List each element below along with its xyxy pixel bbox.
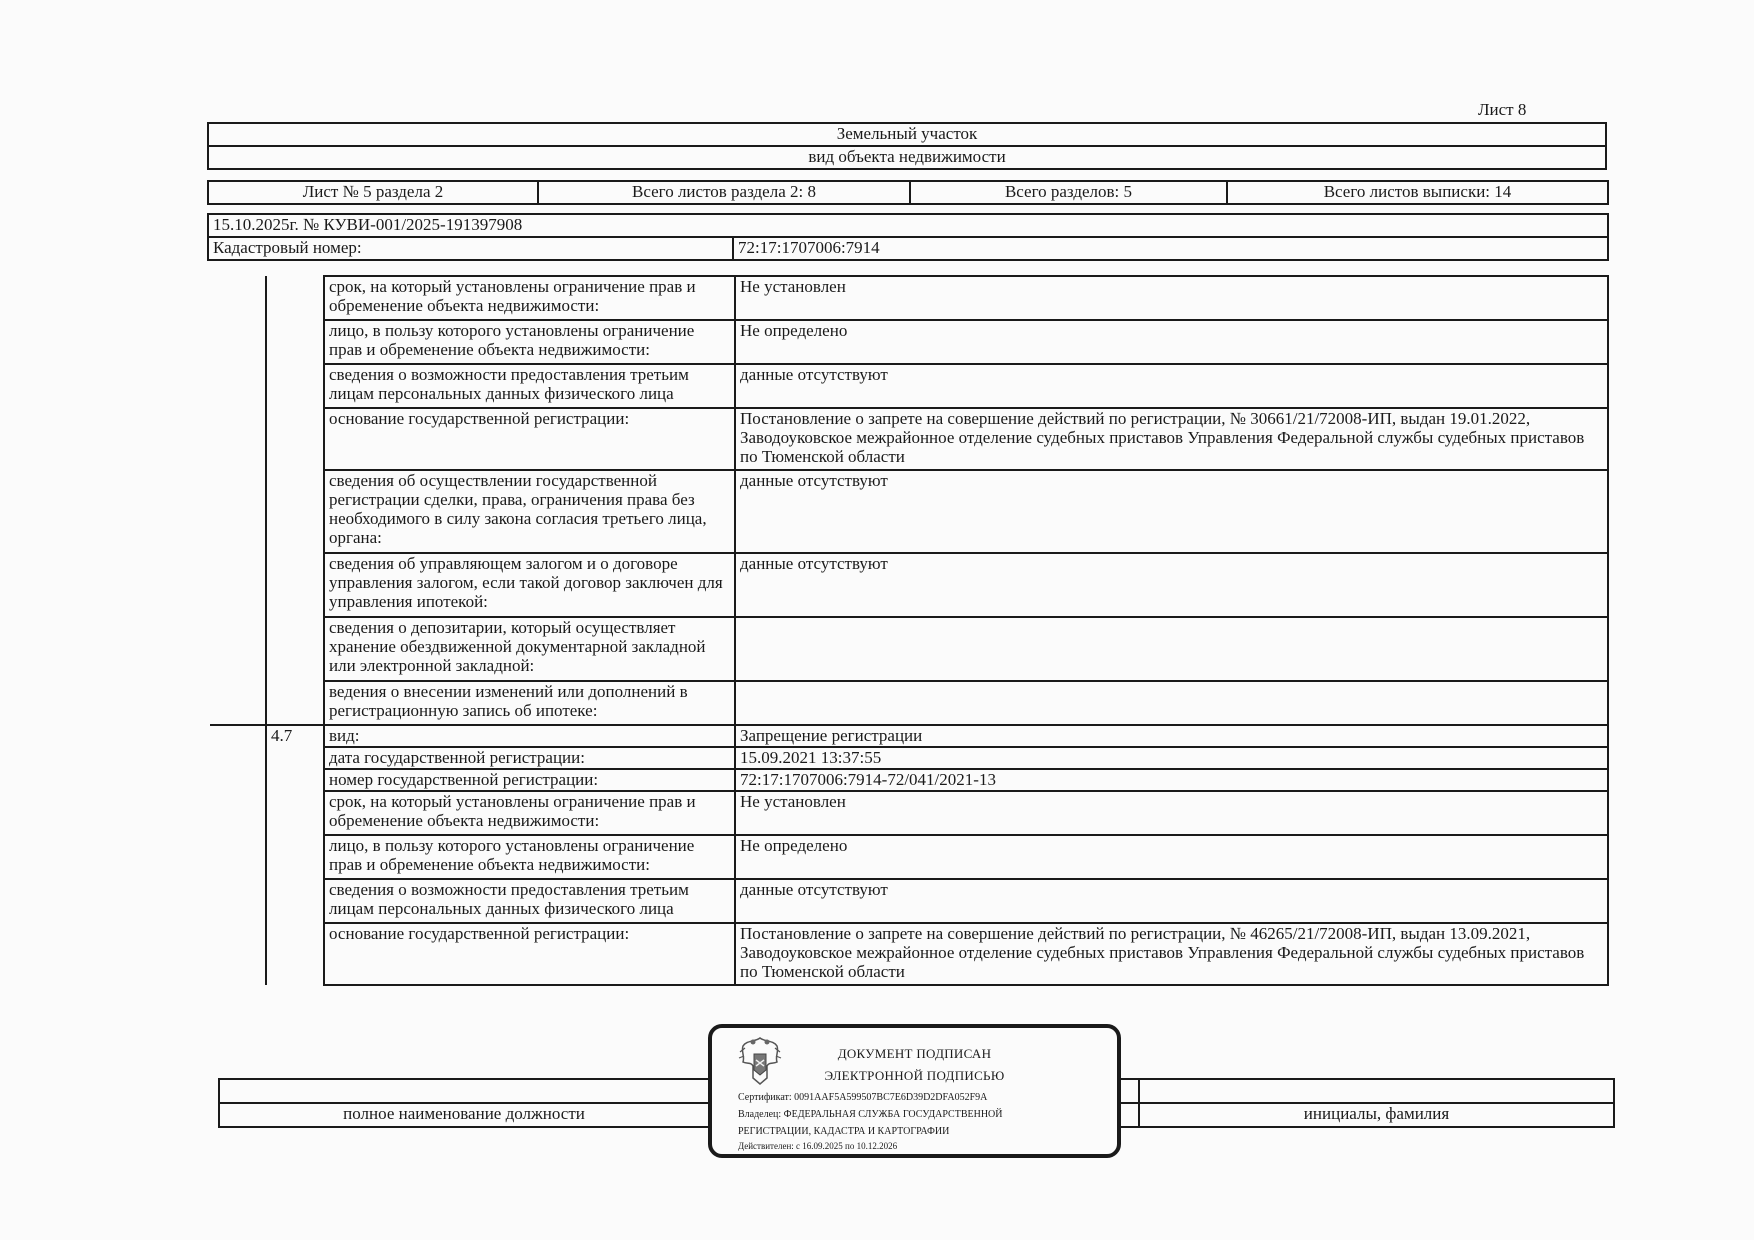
row-value: Постановление о запрете на совершение действий по регистрации, № 30661/21/72008-ИП, выдан 19.01.2022, Заводоуковское межрайонное отделение судебных приставов Управления Федеральной службы судебных приставов по Тюменской области (735, 408, 1608, 470)
row-value: Не установлен (735, 276, 1608, 320)
total-sheets-section: Всего листов раздела 2: 8 (538, 181, 910, 204)
row-label: ведения о внесении изменений или дополнений в регистрационную запись об ипотеке: (324, 681, 735, 725)
row-value: данные отсутствуют (735, 364, 1608, 408)
total-sheets-extract: Всего листов выписки: 14 (1227, 181, 1608, 204)
row-label: сведения о возможности предоставления третьим лицам персональных данных физического лица (324, 879, 735, 923)
row-value (735, 617, 1608, 681)
stamp-certificate: Сертификат: 0091AAF5A599507BC7E6D39D2DFA052F9A (738, 1092, 988, 1103)
cadastral-value: 72:17:1707006:7914 (733, 237, 1608, 260)
table-row (210, 923, 1608, 985)
object-type-label: вид объекта недвижимости (208, 146, 1606, 169)
row-label: сведения о депозитарии, который осуществляет хранение обездвиженной документарной закладной или электронной закладной: (324, 617, 735, 681)
row-label: сведения о возможности предоставления третьим лицам персональных данных физического лица (324, 364, 735, 408)
extract-date-number: 15.10.2025г. № КУВИ-001/2025-191397908 (208, 214, 1608, 237)
stamp-valid: Действителен: с 16.09.2025 по 10.12.2026 (738, 1141, 898, 1151)
table-row (210, 835, 1608, 879)
row-value: 72:17:1707006:7914-72/041/2021-13 (735, 769, 1608, 791)
row-label: сведения об осуществлении государственной регистрации сделки, права, ограничения права без необходимого в силу закона согласия третьего лица, органа: (324, 470, 735, 553)
entry-number: 4.7 (266, 725, 324, 985)
row-label: основание государственной регистрации: (324, 408, 735, 470)
row-value: 15.09.2021 13:37:55 (735, 747, 1608, 769)
table-row (210, 364, 1608, 408)
row-value (735, 681, 1608, 725)
stamp-line2: ЭЛЕКТРОННОЙ ПОДПИСЬЮ (824, 1068, 1005, 1083)
position-label: полное наименование должности (219, 1103, 709, 1127)
table-row (210, 553, 1608, 617)
row-value: Постановление о запрете на совершение действий по регистрации, № 46265/21/72008-ИП, выдан 13.09.2021, Заводоуковское межрайонное отделение судебных приставов Управления Федеральной службы судебных приставов по Тюменской области (735, 923, 1608, 985)
row-value: данные отсутствуют (735, 470, 1608, 553)
row-value: данные отсутствуют (735, 879, 1608, 923)
table-row (210, 276, 1608, 320)
table-row (210, 791, 1608, 835)
table-row (210, 470, 1608, 553)
name-label: инициалы, фамилия (1139, 1103, 1614, 1127)
table-row (210, 725, 1608, 747)
extract-meta-table (207, 213, 1609, 261)
row-value: данные отсутствуют (735, 553, 1608, 617)
row-label: срок, на который установлены ограничение прав и обременение объекта недвижимости: (324, 276, 735, 320)
stamp-line1: ДОКУМЕНТ ПОДПИСАН (837, 1046, 992, 1061)
row-label: дата государственной регистрации: (324, 747, 735, 769)
row-value: Не установлен (735, 791, 1608, 835)
page-number: Лист 8 (1478, 100, 1527, 119)
table-row (210, 879, 1608, 923)
encumbrance-table (210, 275, 1609, 986)
electronic-signature-stamp (708, 1024, 1121, 1158)
row-value: Запрещение регистрации (735, 725, 1608, 747)
stamp-owner-line2: РЕГИСТРАЦИИ, КАДАСТРА И КАРТОГРАФИИ (738, 1126, 950, 1137)
object-header-table (207, 122, 1607, 170)
row-label: основание государственной регистрации: (324, 923, 735, 985)
row-value: Не определено (735, 835, 1608, 879)
total-sections: Всего разделов: 5 (910, 181, 1227, 204)
cadastral-label: Кадастровый номер: (208, 237, 733, 260)
row-value: Не определено (735, 320, 1608, 364)
row-label: сведения об управляющем залогом и о договоре управления залогом, если такой договор заключен для управления ипотекой: (324, 553, 735, 617)
table-row (210, 320, 1608, 364)
table-row (210, 769, 1608, 791)
row-label: срок, на который установлены ограничение прав и обременение объекта недвижимости: (324, 791, 735, 835)
row-label: лицо, в пользу которого установлены ограничение прав и обременение объекта недвижимости: (324, 835, 735, 879)
stamp-owner-line1: Владелец: ФЕДЕРАЛЬНАЯ СЛУЖБА ГОСУДАРСТВЕННОЙ (738, 1109, 1003, 1120)
table-row (210, 617, 1608, 681)
row-label: лицо, в пользу которого установлены ограничение прав и обременение объекта недвижимости: (324, 320, 735, 364)
sheet-of-section: Лист № 5 раздела 2 (208, 181, 538, 204)
table-row (210, 408, 1608, 470)
sheets-info-table (207, 180, 1609, 205)
row-label: вид: (324, 725, 735, 747)
object-title: Земельный участок (208, 123, 1606, 146)
row-label: номер государственной регистрации: (324, 769, 735, 791)
table-row (210, 681, 1608, 725)
table-row (210, 747, 1608, 769)
